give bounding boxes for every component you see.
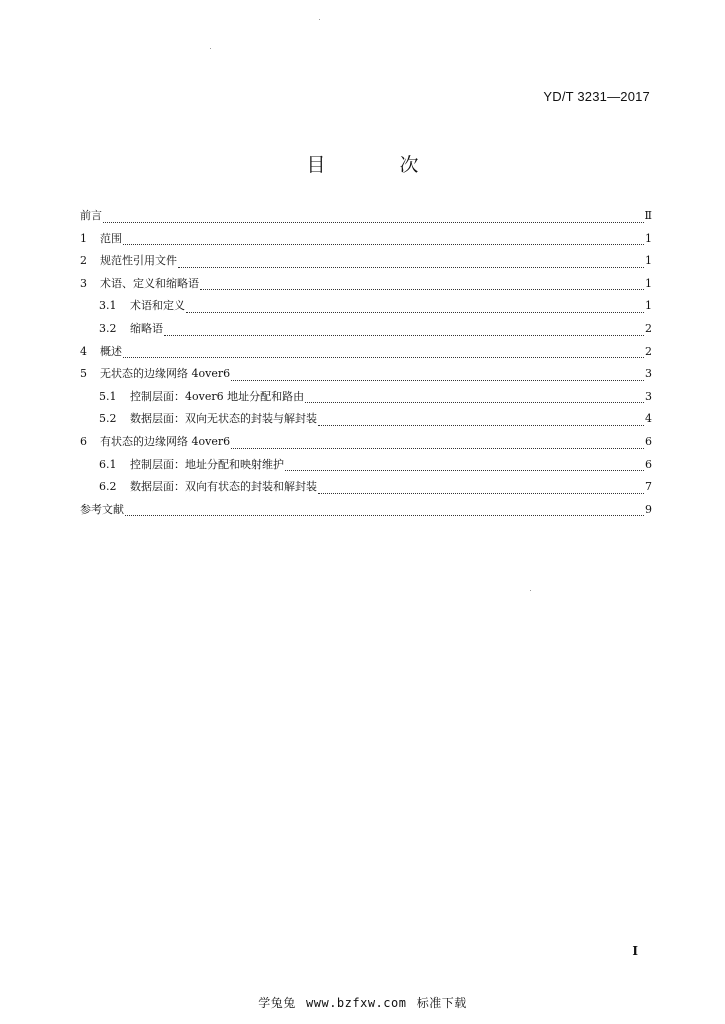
toc-dot-leader [164,335,644,336]
toc-entry[interactable] [80,410,652,433]
toc-entry-label: 缩略语 [130,321,163,335]
toc-dot-leader [125,515,644,516]
toc-entry-number: 5.2 [99,412,117,426]
toc-entry[interactable] [80,501,652,524]
toc-entry[interactable] [80,478,652,501]
toc-entry[interactable] [80,207,652,230]
toc-entry-number: 5.1 [99,389,117,403]
toc-dot-leader [231,380,644,381]
toc-entry[interactable] [80,320,652,343]
toc-entry-page: 9 [645,502,652,516]
scan-speck [530,590,531,591]
toc-entry-page: 6 [645,434,652,448]
toc-entry-number: 6 [80,434,87,448]
toc-entry-page: 4 [645,412,652,426]
toc-dot-leader [103,222,644,223]
toc-entry-number: 2 [80,254,87,268]
toc-entry-page: 3 [645,389,652,403]
toc-dot-leader [123,357,644,358]
toc-entry-label: 无状态的边缘网络 4over6 [100,367,231,381]
toc-entry[interactable] [80,297,652,320]
toc-entry[interactable] [80,433,652,456]
toc-entry[interactable] [80,456,652,479]
toc-entry[interactable] [80,388,652,411]
scan-speck [210,48,211,49]
toc-entry-page: Ⅱ [644,209,652,222]
toc-entry-page: 3 [645,367,652,381]
scan-speck [319,19,320,20]
toc-dot-leader [186,312,644,313]
footer [0,994,725,1011]
toc-dot-leader [285,470,644,471]
toc-entry-page: 2 [645,344,652,358]
toc-dot-leader [318,425,644,426]
toc-entry-number: 5 [80,367,87,381]
toc-entry[interactable] [80,275,652,298]
toc-entry-label: 概述 [100,344,122,358]
toc-dot-leader [305,402,644,403]
page-number: I [632,944,638,958]
toc-entry-page: 2 [645,321,652,335]
toc-entry-page: 1 [645,231,652,245]
toc-entry-label: 前言 [80,209,102,222]
toc-entry[interactable] [80,343,652,366]
toc-entry-page: 1 [645,299,652,313]
toc-entry-number: 3 [80,276,87,290]
toc-entry-number: 6.1 [99,457,117,471]
toc-entry-label: 数据层面：双向有状态的封装和解封装 [130,480,317,494]
toc-dot-leader [231,448,644,449]
toc-entry-label: 有状态的边缘网络 4over6 [100,434,231,448]
toc-entry-number: 6.2 [99,480,117,494]
footer-site-name: 学兔兔 [258,996,296,1010]
toc-entry-number: 3.1 [99,299,117,313]
toc-entry-number: 4 [80,344,87,358]
toc-entry-label: 控制层面：4over6 地址分配和路由 [130,389,305,403]
footer-tagline: 标准下载 [416,996,467,1010]
toc-entry[interactable] [80,230,652,253]
toc-entry-label: 术语、定义和缩略语 [100,276,199,290]
toc-entry-label: 范围 [100,231,122,245]
toc-entry-number: 1 [80,231,87,245]
table-of-contents [80,207,652,523]
toc-entry-label: 规范性引用文件 [100,254,177,268]
toc-entry-page: 1 [645,276,652,290]
toc-entry-label: 数据层面：双向无状态的封装与解封装 [130,412,317,426]
toc-entry[interactable] [80,252,652,275]
toc-entry-page: 1 [645,254,652,268]
toc-entry-label: 参考文献 [80,502,124,516]
toc-entry-page: 6 [645,457,652,471]
document-code: YD/T 3231—2017 [543,89,650,104]
toc-entry[interactable] [80,365,652,388]
toc-entry-label: 控制层面：地址分配和映射维护 [130,457,284,471]
toc-entry-page: 7 [645,480,652,494]
toc-dot-leader [318,493,644,494]
toc-entry-number: 3.2 [99,321,117,335]
toc-entry-label: 术语和定义 [130,299,185,313]
toc-dot-leader [123,244,644,245]
page-title: 目 次 [306,154,453,176]
toc-dot-leader [200,289,644,290]
footer-url[interactable]: www.bzfxw.com [306,996,407,1010]
toc-dot-leader [178,267,644,268]
